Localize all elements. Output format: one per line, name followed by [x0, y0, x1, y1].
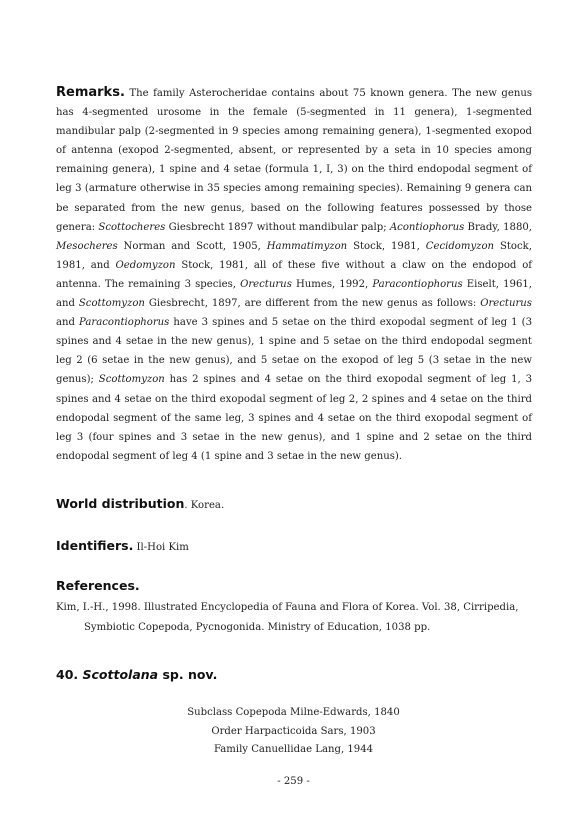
taxonomy-block — [0, 704, 587, 760]
taxonomy-line: Order Harpacticoida Sars, 1903 — [211, 725, 376, 737]
remarks-text: Brady, 1880, — [464, 221, 532, 233]
genus-name: Paracontiophorus — [79, 317, 170, 329]
world-distribution-heading: World distribution — [56, 496, 185, 511]
remarks-text: Giesbrecht 1897 without mandibular palp; — [165, 221, 390, 233]
remarks-heading: Remarks. — [56, 85, 125, 100]
genus-name: Paracontiophorus — [372, 278, 463, 290]
remarks-text: Stock, 1981, — [347, 240, 426, 252]
genus-name: Orecturus — [240, 278, 292, 290]
genus-name: Scottomyzon — [98, 374, 165, 386]
genus-name: Mesocheres — [56, 240, 118, 252]
identifiers-text: Il-Hoi Kim — [133, 542, 189, 553]
genus-name: Oedomyzon — [115, 259, 176, 271]
references-heading: References. — [56, 578, 140, 593]
remarks-paragraph — [56, 83, 532, 466]
taxonomy-line: Subclass Copepoda Milne-Edwards, 1840 — [187, 707, 400, 718]
remarks-text: Stock, 1981, all of these five without a claw on the endopod of antenna. The remaining 3 species, — [56, 259, 533, 290]
genus-name: Orecturus — [480, 298, 532, 310]
remarks-text: Norman and Scott, 1905, — [117, 240, 267, 252]
taxonomy-line: Family Canuellidae Lang, 1944 — [213, 744, 374, 755]
genus-name: Scottomyzon — [78, 298, 145, 310]
remarks-text: Humes, 1992, — [291, 278, 373, 290]
references-section — [56, 578, 140, 593]
reference-entry: Kim, I.-H., 1998. Illustrated Encyclopedia of Fauna and Flora of Korea. Vol. 38, Cirripedia, Symbiotic Copepoda, Pycnogonida. Ministry of Education, 1038 pp. — [56, 602, 519, 633]
species-suffix: sp. nov. — [158, 667, 218, 682]
species-genus: Scottolana — [82, 667, 159, 682]
species-title — [56, 667, 217, 682]
remarks-text: have 3 spines and 5 setae on the third exopodal segment of leg 1 (3 spines and 4 setae in the new genus), 1 spine and 5 setae on the third endopodal segment leg 2 (6 setae in the new genus), and 5 setae on the exopod of leg 5 (3 setae in the new genus); — [56, 317, 532, 386]
world-distribution-section — [56, 496, 224, 511]
species-number: 40. — [56, 667, 79, 682]
identifiers-section — [56, 538, 189, 553]
genus-name: Acontiophorus — [389, 221, 465, 233]
remarks-text: has 2 spines and 4 setae on the third exopodal segment of leg 1, 3 spines and 4 setae on the third exopodal segment of leg 2, 2 spines and 4 setae on the third endopodal segment of the same leg, 3 spines and 4 setae on the third exopodal segment of leg 3 (four spines and 3 setae in the new genus), and 1 spine and 2 setae on the third endopodal segment of leg 4 (1 spine and 3 setae in the new genus). — [56, 374, 532, 462]
genus-name: Scottocheres — [98, 221, 166, 233]
remarks-text: Stock, 1981, and — [56, 240, 532, 271]
genus-name: Hammatimyzon — [266, 240, 348, 252]
remarks-text: Eiselt, 1961, and — [56, 278, 532, 310]
remarks-text: and — [56, 317, 80, 329]
page-number: - 259 - — [277, 776, 310, 787]
genus-name: Cecidomyzon — [425, 240, 495, 252]
remarks-text: The family Asterocheridae contains about 75 known genera. The new genus has 4-segmented urosome in the female (5-segmented in 11 genera), 1-segmented mandibular palp (2-segmented in 9 species among remaining genera), 1-segmented exopod of antenna (exopod 2-segmented, absent, or represented by a seta in 10 species among remaining genera), 1 spine and 4 setae (formula 1, I, 3) on the third endopodal segment of leg 3 (armature otherwise in 35 species among remaining species). Remaining 9 genera can be separated from the new genus, based on the following features possessed by those genera: — [56, 88, 532, 233]
identifiers-heading: Identifiers. — [56, 538, 134, 553]
world-distribution-text: . Korea. — [184, 500, 225, 511]
remarks-text: Giesbrecht, 1897, are different from the new genus as follows: — [144, 298, 481, 310]
